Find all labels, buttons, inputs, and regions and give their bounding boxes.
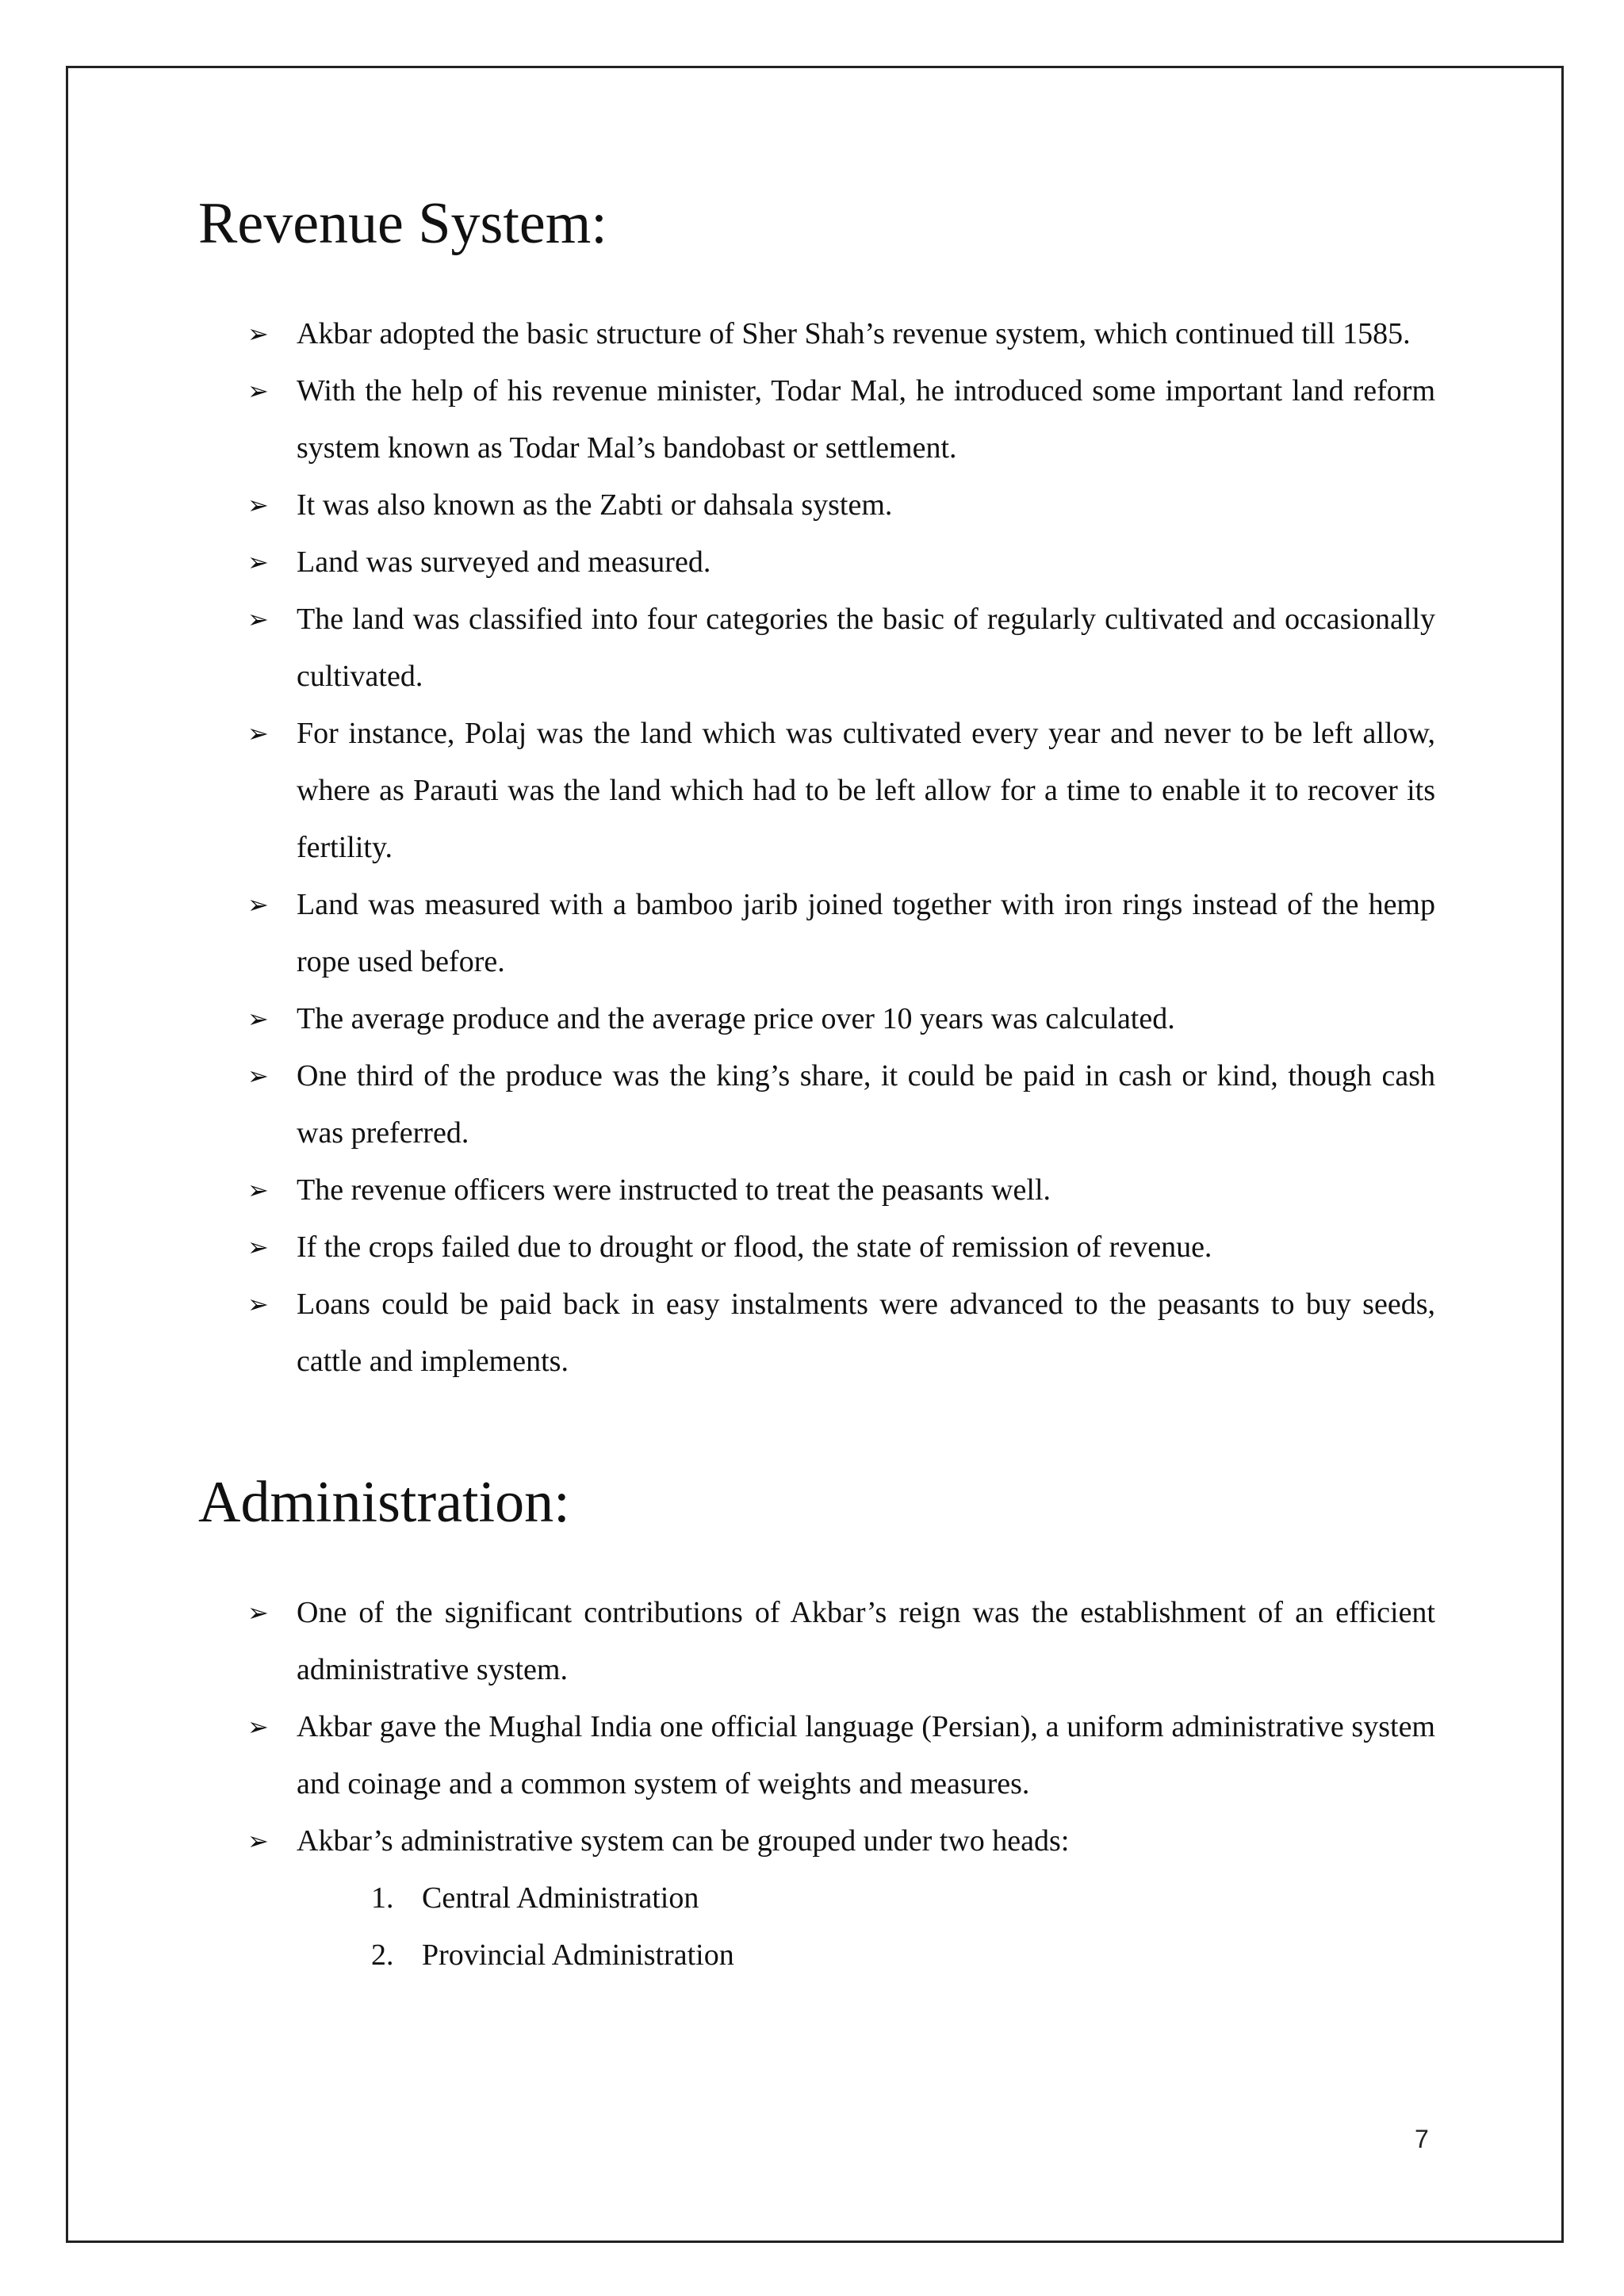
arrowhead-bullet-icon: ➢ <box>247 1826 269 1857</box>
list-item: ➢ Akbar’s administrative system can be grouped under two heads: <box>198 1812 1435 1869</box>
list-item: ➢ One of the significant contributions of Akbar’s reign was the establishment of an efficient administrative system. <box>198 1584 1435 1698</box>
arrowhead-bullet-icon: ➢ <box>247 319 269 350</box>
administration-heads-list <box>198 1869 1435 1984</box>
list-item: ➢ Akbar gave the Mughal India one official language (Persian), a uniform administrative system and coinage and a common system of weights and measures. <box>198 1698 1435 1812</box>
list-item: ➢ The revenue officers were instructed to treat the peasants well. <box>198 1161 1435 1219</box>
list-item: ➢ The land was classified into four categories the basic of regularly cultivated and occasionally cultivated. <box>198 591 1435 705</box>
list-item: ➢ Akbar adopted the basic structure of Sher Shah’s revenue system, which continued till 1585. <box>198 305 1435 362</box>
numbered-list-item <box>198 1869 1435 1927</box>
arrowhead-bullet-icon: ➢ <box>247 1004 269 1035</box>
arrowhead-bullet-icon: ➢ <box>247 1232 269 1263</box>
list-number: 2. <box>371 1938 394 1973</box>
arrowhead-bullet-icon: ➢ <box>247 1175 269 1206</box>
arrowhead-bullet-icon: ➢ <box>247 718 269 749</box>
page-number: 7 <box>1415 2125 1429 2153</box>
list-item: ➢ Loans could be paid back in easy instalments were advanced to the peasants to buy seeds, cattle and implements. <box>198 1276 1435 1390</box>
arrowhead-bullet-icon: ➢ <box>247 1061 269 1092</box>
administration-bullet-list <box>198 1584 1435 1869</box>
arrowhead-bullet-icon: ➢ <box>247 376 269 407</box>
section-title-administration: Administration: <box>198 1470 570 1536</box>
numbered-list-item <box>198 1927 1435 1984</box>
section-title-revenue: Revenue System: <box>198 191 607 256</box>
list-item: ➢ Land was measured with a bamboo jarib joined together with iron rings instead of the hemp rope used before. <box>198 876 1435 990</box>
list-item-text: Central Administration <box>422 1881 699 1915</box>
arrowhead-bullet-icon: ➢ <box>247 1598 269 1628</box>
list-item: ➢ For instance, Polaj was the land which was cultivated every year and never to be left allow, where as Parauti was the land which had to be left allow for a time to enable it to recover its fertility. <box>198 705 1435 876</box>
arrowhead-bullet-icon: ➢ <box>247 1289 269 1320</box>
arrowhead-bullet-icon: ➢ <box>247 604 269 635</box>
list-item: ➢ Land was surveyed and measured. <box>198 534 1435 591</box>
list-item: ➢ It was also known as the Zabti or dahsala system. <box>198 476 1435 534</box>
arrowhead-bullet-icon: ➢ <box>247 490 269 521</box>
list-item: ➢ The average produce and the average price over 10 years was calculated. <box>198 990 1435 1047</box>
list-item: ➢ One third of the produce was the king’s share, it could be paid in cash or kind, though cash was preferred. <box>198 1047 1435 1161</box>
revenue-bullet-list <box>198 305 1435 1390</box>
arrowhead-bullet-icon: ➢ <box>247 1712 269 1743</box>
list-item: ➢ If the crops failed due to drought or flood, the state of remission of revenue. <box>198 1219 1435 1276</box>
arrowhead-bullet-icon: ➢ <box>247 890 269 920</box>
list-number: 1. <box>371 1881 394 1915</box>
page-content <box>198 190 1435 1984</box>
list-item-text: Provincial Administration <box>422 1938 734 1973</box>
arrowhead-bullet-icon: ➢ <box>247 547 269 578</box>
list-item: ➢ With the help of his revenue minister, Todar Mal, he introduced some important land reform system known as Todar Mal’s bandobast or settlement. <box>198 362 1435 476</box>
